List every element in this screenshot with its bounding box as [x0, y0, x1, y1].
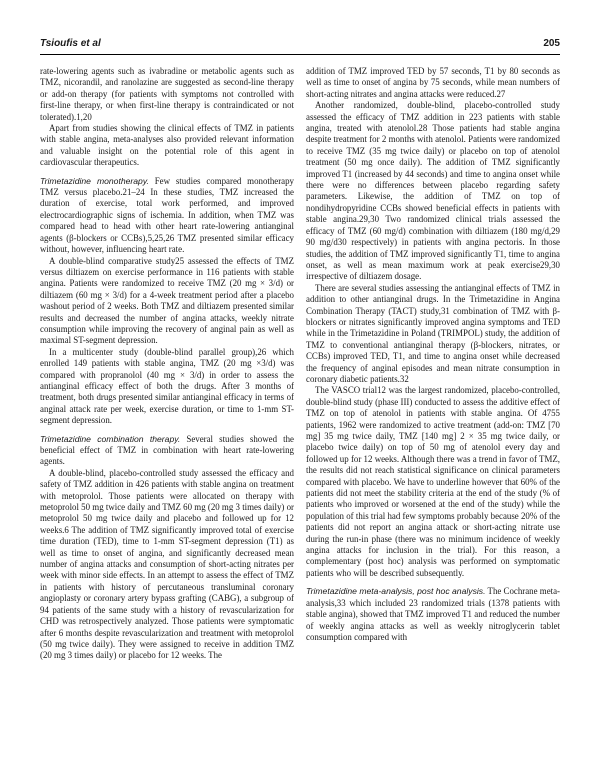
section-paragraph — [40, 176, 294, 256]
paragraph-text: The VASCO trial12 was the largest randomized, placebo-controlled, double-blind study (phase III) conducted to assess the additive effect of TMZ on top of atenolol in patients with stable angina. Of 4755 patients, 1962 were randomized to active treatment (add-on: TMZ [70 mg] 35 mg twice daily, TMZ [140 mg] 2 × 35 mg twice daily, or placebo twice daily) on top of 50 mg of atenolol every day and followed up for 12 weeks. Although there was a trend in favor of TMZ, the results did not reach statistical significance on clinical parameters compared with placebo. We have to underline however that 60% of the patients did not meet the stability criteria at the end of the study (% of patients who improved or worsened at the end of the study) while the population of this trial had few symptoms probably because 20% of the patients did not report an angina attack or short-acting nitrate use during the run-in phase (there was no minimum incidence of weekly angina attacks for inclusion in the trial). For this reason, a complementary (post hoc) analysis was performed on symptomatic patients who will be described subsequently. — [306, 385, 560, 578]
body-paragraph — [40, 347, 294, 427]
left-column — [40, 66, 294, 662]
body-paragraph — [40, 256, 294, 347]
section-paragraph — [306, 586, 560, 643]
body-paragraph — [306, 100, 560, 283]
paragraph-text: rate-lowering agents such as ivabradine or metabolic agents such as TMZ, nicorandil, and ranolazine are suggested as second-line therapy or add-on therapy (for patients with symptoms not controlled with first-line therapy, or when first-line therapy is contraindicated or not tolerated).1,20 — [40, 66, 294, 122]
running-header — [40, 36, 560, 55]
paragraph-text: Several studies showed the beneficial effect of TMZ in combination with heart rate-lowering agents. — [40, 433, 294, 467]
paragraph-text: In a multicenter study (double-blind parallel group),26 which enrolled 149 patients with stable angina, TMZ (20 mg ×3/d) was compared with propranolol (40 mg × 3/d) in order to assess the antianginal efficacy effect of both the drugs. After 3 months of treatment, both drugs presented similar antianginal efficacy in terms of anginal attack rate per week, exercise duration, or time to 1-mm ST-segment depression. — [40, 346, 294, 426]
paragraph-text: Apart from studies showing the clinical effects of TMZ in patients with stable angina, meta-analyses also provided relevant information and valuable insight on the potential role of this agent in cardiovascular therapeutics. — [40, 123, 294, 168]
body-paragraph — [306, 66, 560, 100]
paragraph-text: Few studies compared monotherapy TMZ versus placebo.21–24 In these studies, TMZ increased the duration of exercise, total work performed, and improved electrocardiographic signs of ischemia. In addition, when TMZ was compared head to head with other heart rate-lowering antianginal agents (β-blockers or CCBs),5,25,26 TMZ presented similar efficacy without, however, influencing heart rate. — [40, 175, 294, 255]
section-paragraph — [40, 434, 294, 468]
paragraph-text: A double-blind comparative study25 assessed the effects of TMZ versus diltiazem on exercise performance in 116 patients with stable angina. Patients were randomized to receive TMZ (20 mg × 3/d) or diltiazem (60 mg × 3/d) for a 4-week treatment period after a placebo washout period of 2 weeks. Both TMZ and diltiazem presented similar results and decreased the number of angina attacks, weekly nitrate consumption while improving the recovery of anginal pain as well as maximal ST-segment depression. — [40, 255, 294, 346]
page-number: 205 — [543, 38, 560, 49]
section-heading: Trimetazidine monotherapy. — [40, 175, 149, 186]
paragraph-text: A double-blind, placebo-controlled study assessed the efficacy and safety of TMZ addition in 426 patients with stable angina on treatment with metoprolol. Those patients were allocated on therapy with metoprolol 50 mg twice daily and TMZ 60 mg (20 mg 3 times daily) or metoprolol 50 mg twice daily and placebo and followed up for 12 weeks.6 The addition of TMZ significantly improved total of exercise time duration (TED), time to 1-mm ST-segment depression (T1) as well as time to onset of angina, and significantly decreased mean number of angina attacks and consumption of short-acting nitrates per week with minor side effects. In an attempt to assess the effect of TMZ in patients with history of percutaneous transluminal coronary angioplasty or coronary artery bypass grafting (CABG), a subgroup of 94 patients of the same study with a history of revascularization for CHD was retrospectively analyzed. Those patients were symptomatic after 6 months despite revascularization and treatment with metoprolol (50 mg twice daily). They were assigned to receive in addition TMZ (20 mg 3 times daily) or placebo for 12 weeks. The — [40, 467, 294, 661]
paragraph-text: addition of TMZ improved TED by 57 seconds, T1 by 80 seconds as well as time to onset of angina by 75 seconds, while mean numbers of short-acting nitrates and angina attacks were reduced.27 — [306, 66, 560, 99]
paragraph-text: The Cochrane meta-analysis,33 which included 23 randomized trials (1378 patients with stable angina), showed that TMZ improved T1 and reduced the number of weekly angina attacks as well as weekly nitroglycerin tablet consumption compared with — [306, 586, 560, 642]
paragraph-text: There are several studies assessing the antianginal effects of TMZ in addition to other antianginal drugs. In the Trimetazidine in Angina Combination Therapy (TACT) study,31 combination of TMZ with β-blockers or nitrates significantly improved angina symptoms and TED while in the Trimetazidine in Poland (TRIMPOL) study, the addition of TMZ to conventional antianginal therapy (β-blockers, nitrates, or CCBs) improved TED, T1, and time to angina onset while decreased the frequency of anginal episodes and mean nitrate consumption in coronary diabetic patients.32 — [306, 282, 560, 384]
right-column — [306, 66, 560, 643]
body-paragraph — [40, 468, 294, 662]
body-paragraph — [40, 66, 294, 123]
section-heading: Trimetazidine combination therapy. — [40, 433, 181, 444]
body-paragraph — [40, 123, 294, 169]
running-title: Tsioufis et al — [40, 38, 101, 49]
paragraph-text: Another randomized, double-blind, placebo-controlled study assessed the efficacy of TMZ addition in 223 patients with stable angina, treated with atenolol.28 Those patients had stable angina despite treatment for 2 months with atenolol. Patients were randomized to receive TMZ (35 mg twice daily) or placebo on top of atenolol treatment (50 mg once daily). The addition of TMZ significantly improved T1 (increased by 44 seconds) and time to angina onset while there were no differences between placebo regarding safety parameters. Likewise, the addition of TMZ on top of nondihydropyridine CCBs showed beneficial effects in patients with stable angina.29,30 Two randomized clinical trials assessed the efficacy of TMZ (60 mg/d) combination with diltiazem (180 mg/d,29 90 mg/d30 respectively) in patients with angina pectoris. In those studies, the addition of TMZ improved significantly T1, time to angina onset, as well as mean maximum work at peak exercise29,30 irrespective of diltiazem dosage. — [306, 100, 560, 282]
body-paragraph — [306, 385, 560, 579]
section-heading: Trimetazidine meta-analysis, post hoc analysis. — [306, 586, 486, 597]
body-paragraph — [306, 283, 560, 386]
